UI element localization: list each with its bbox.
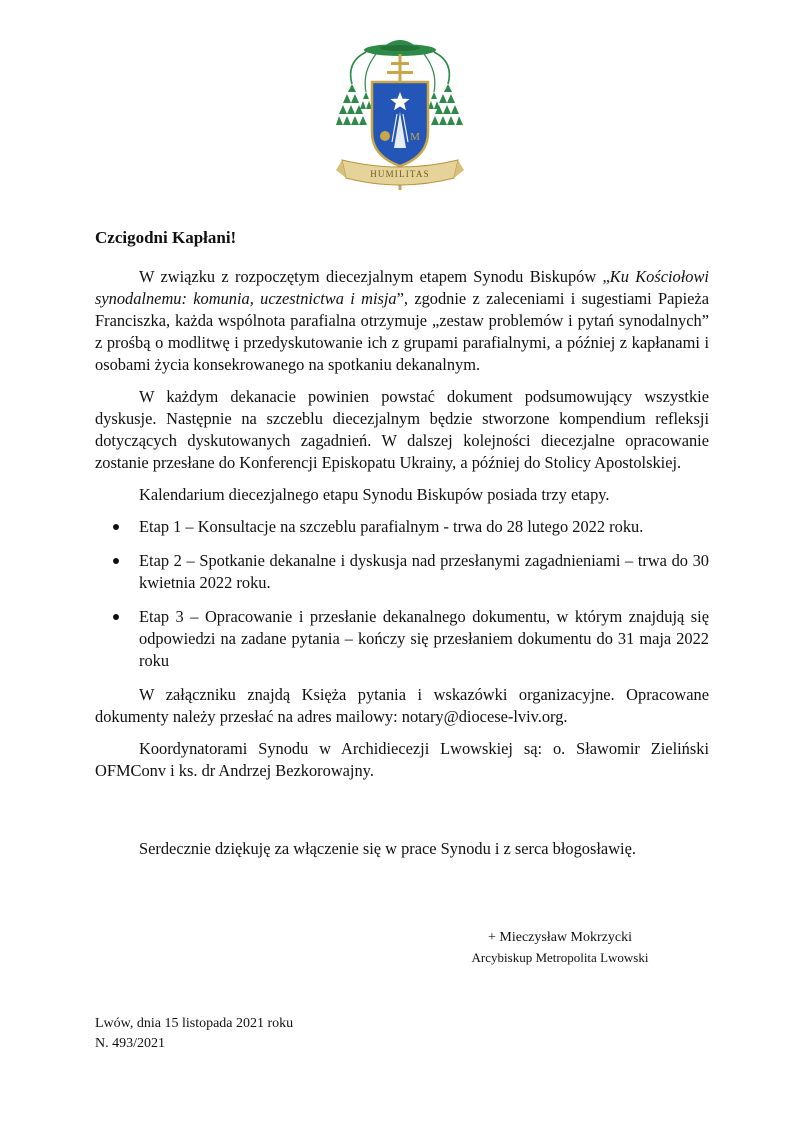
- stage-list: [95, 516, 709, 672]
- crest-motto: HUMILITAS: [370, 169, 430, 179]
- signature-block: [440, 928, 680, 968]
- reference-number: N. 493/2021: [95, 1036, 165, 1051]
- letter-body: [95, 266, 709, 792]
- signature-title: Arcybiskup Metropolita Lwowski: [471, 950, 649, 965]
- paragraph-coordinators: Koordynatorami Synodu w Archidiecezji Lwowskiej są: o. Sławomir Zieliński OFMConv i ks. dr Andrzej Bezkorowajny.: [95, 739, 709, 780]
- greeting: Czcigodni Kapłani!: [95, 228, 237, 247]
- paragraph-deanery-document: W każdym dekanacie powinien powstać dokument podsumowujący wszystkie dyskusje. Następnie na szczeblu diecezjalnym będzie stworzone kompendium refleksji dotyczących dyskutowanych zagadnień. W dalszej kolejności diecezjalne opracowanie zostanie przesłane do Konferencji Episkopatu Ukrainy, a później do Stolicy Apostolskiej.: [95, 387, 709, 472]
- place-date: Lwów, dnia 15 listopada 2021 roku: [95, 1016, 294, 1031]
- list-item-stage-1: Etap 1 – Konsultacje na szczeblu parafialnym - trwa do 28 lutego 2022 roku.: [139, 516, 709, 538]
- synod-title: Ku Kościołowi synodalnemu: komunia, uczestnictwa i misja: [95, 267, 709, 308]
- paragraph-attachment: W załączniku znajdą Księża pytania i wskazówki organizacyjne. Opracowane dokumenty należy przesłać na adres mailowy: notary@diocese-lviv.org.: [95, 685, 709, 726]
- signature-name: + Mieczysław Mokrzycki: [488, 930, 632, 945]
- paragraph-calendar: Kalendarium diecezjalnego etapu Synodu Biskupów posiada trzy etapy.: [139, 485, 610, 504]
- coat-of-arms-emblem: [336, 32, 464, 194]
- svg-text:M: M: [410, 131, 420, 143]
- letter-footer: [95, 1014, 293, 1054]
- list-item-stage-3: Etap 3 – Opracowanie i przesłanie dekanalnego dokumentu, w którym znajdują się odpowiedzi na zadane pytania – kończy się przesłaniem dokumentu do 31 maja 2022 roku: [139, 607, 709, 670]
- coat-of-arms-icon: [336, 32, 464, 194]
- closing-thanks: Serdecznie dziękuję za włączenie się w prace Synodu i z serca błogosławię.: [139, 839, 636, 858]
- list-item-stage-2: Etap 2 – Spotkanie dekanalne i dyskusja nad przesłanymi zagadnieniami – trwa do 30 kwietnia 2022 roku.: [139, 551, 709, 592]
- paragraph-synod-intro: W związku z rozpoczętym diecezjalnym etapem Synodu Biskupów „Ku Kościołowi synodalnemu: komunia, uczestnictwa i misja”, zgodnie z zaleceniami i sugestiami Papieża Franciszka, każda wspólnota parafialna otrzymuje „zestaw problemów i pytań synodalnych” z prośbą o modlitwę i przedyskutowanie ich z grupami parafialnymi, a później z kapłanami i osobami życia konsekrowanego na spotkaniu dekanalnym.: [95, 267, 709, 374]
